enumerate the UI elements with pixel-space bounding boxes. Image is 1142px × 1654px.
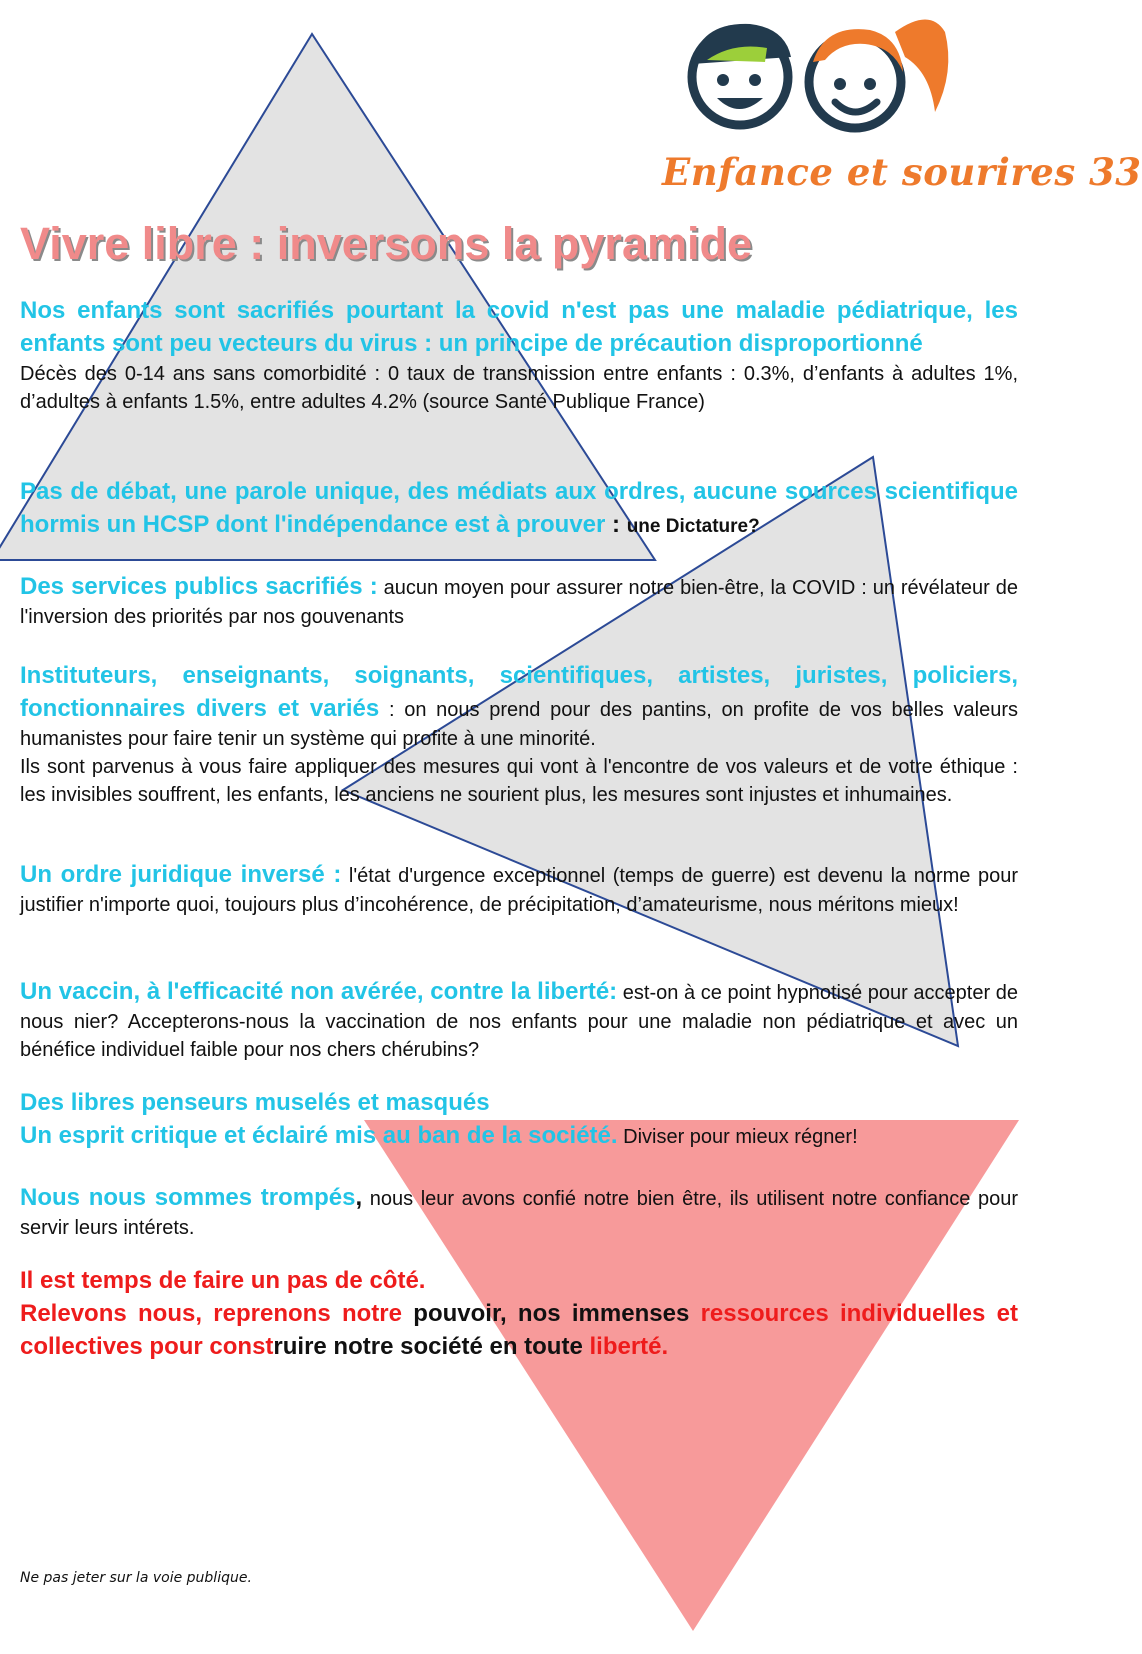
comma: ,: [355, 1184, 363, 1211]
section-text: l'état d'urgence exceptionnel (temps de guerre) est devenu la norme pour justifier n'importe quoi, toujours plus d’incohérence, de précipitation, d’amateurisme, nous méritons mieux!: [20, 865, 1018, 916]
section-vaccine: [20, 975, 1018, 1064]
section-debate: [20, 475, 1018, 541]
call-part-c: ressources individuelles et collectives pour const: [20, 1300, 1018, 1360]
section-heading: Des services publics sacrifiés :: [20, 573, 378, 600]
section-text: est-on à ce point hypnotisé pour accepter de nous nier? Accepterons-nous la vaccination de nos enfants pour une maladie non pédiatrique et avec un bénéfice individuel faible pour nos chers chérubins?: [20, 982, 1018, 1061]
section-text: nous leur avons confié notre bien être, ils utilisent notre confiance pour servir leurs intérets.: [20, 1188, 1019, 1239]
section-heading: Pas de débat, une parole unique, des médiats aux ordres, aucune sources scientifique hormis un HCSP dont l'indépendance est à prouver: [20, 478, 1018, 538]
section-heading-2: Un esprit critique et éclairé mis au ban de la société.: [20, 1122, 618, 1149]
call-part-a: Relevons nous, reprenons notre: [20, 1300, 414, 1327]
call-line-1: Il est temps de faire un pas de côté.: [20, 1267, 426, 1294]
call-part-d: ruire notre société en toute: [273, 1333, 590, 1360]
section-text: Décès des 0-14 ans sans comorbidité : 0 taux de transmission entre enfants : 0.3%, d’enfants à adultes 1%, d’adultes à enfants 1.5%, entre adultes 4.2% (source Santé Publique France): [20, 363, 1018, 413]
section-public-services: [20, 570, 1018, 631]
section-text: Diviser pour mieux régner!: [617, 1126, 858, 1148]
section-heading: Un vaccin, à l'efficacité non avérée, contre la liberté:: [20, 978, 618, 1005]
separator: :: [605, 511, 627, 538]
section-heading: Des libres penseurs muselés et masqués: [20, 1089, 490, 1116]
section-text: une Dictature?: [626, 516, 760, 537]
section-text: : on nous prend pour des pantins, on profite de vos belles valeurs humanistes pour faire tenir un système qui profite à une minorité.: [20, 699, 1018, 750]
call-part-e: liberté: [589, 1333, 662, 1360]
section-text: aucun moyen pour assurer notre bien-être, la COVID : un révélateur de l'inversion des priorités par nos gouvenants: [20, 577, 1019, 628]
section-call-to-action: [20, 1264, 1018, 1363]
section-legal-order: [20, 858, 1018, 919]
section-children: [20, 294, 1018, 416]
section-heading: Instituteurs, enseignants, soignants, scientifiques, artistes, juristes, policiers, fonctionnaires divers et variés: [20, 662, 1018, 722]
section-text-2: Ils sont parvenus à vous faire appliquer des mesures qui vont à l'encontre de vos valeurs et de votre éthique : les invisibles souffrent, les enfants, les anciens ne sourient plus, les mesures sont injustes et inhumaines.: [20, 756, 1018, 806]
section-heading: Un ordre juridique inversé :: [20, 861, 342, 888]
section-heading: Nous nous sommes trompés: [20, 1184, 356, 1211]
call-part-f: .: [661, 1333, 669, 1360]
section-free-thinkers: [20, 1086, 1018, 1152]
footer-note: Ne pas jeter sur la voie publique.: [20, 1570, 252, 1586]
section-workers: [20, 659, 1018, 809]
page-title: Vivre libre : inversons la pyramide: [20, 218, 752, 269]
logo-wordmark: Enfance et sourires 33: [662, 150, 1142, 194]
section-mistaken: [20, 1181, 1018, 1242]
call-part-b: pouvoir, nos immenses: [413, 1300, 690, 1327]
section-heading: Nos enfants sont sacrifiés pourtant la covid n'est pas une maladie pédiatrique, les enfants sont peu vecteurs du virus : un principe de précaution disproportionné: [20, 297, 1018, 357]
